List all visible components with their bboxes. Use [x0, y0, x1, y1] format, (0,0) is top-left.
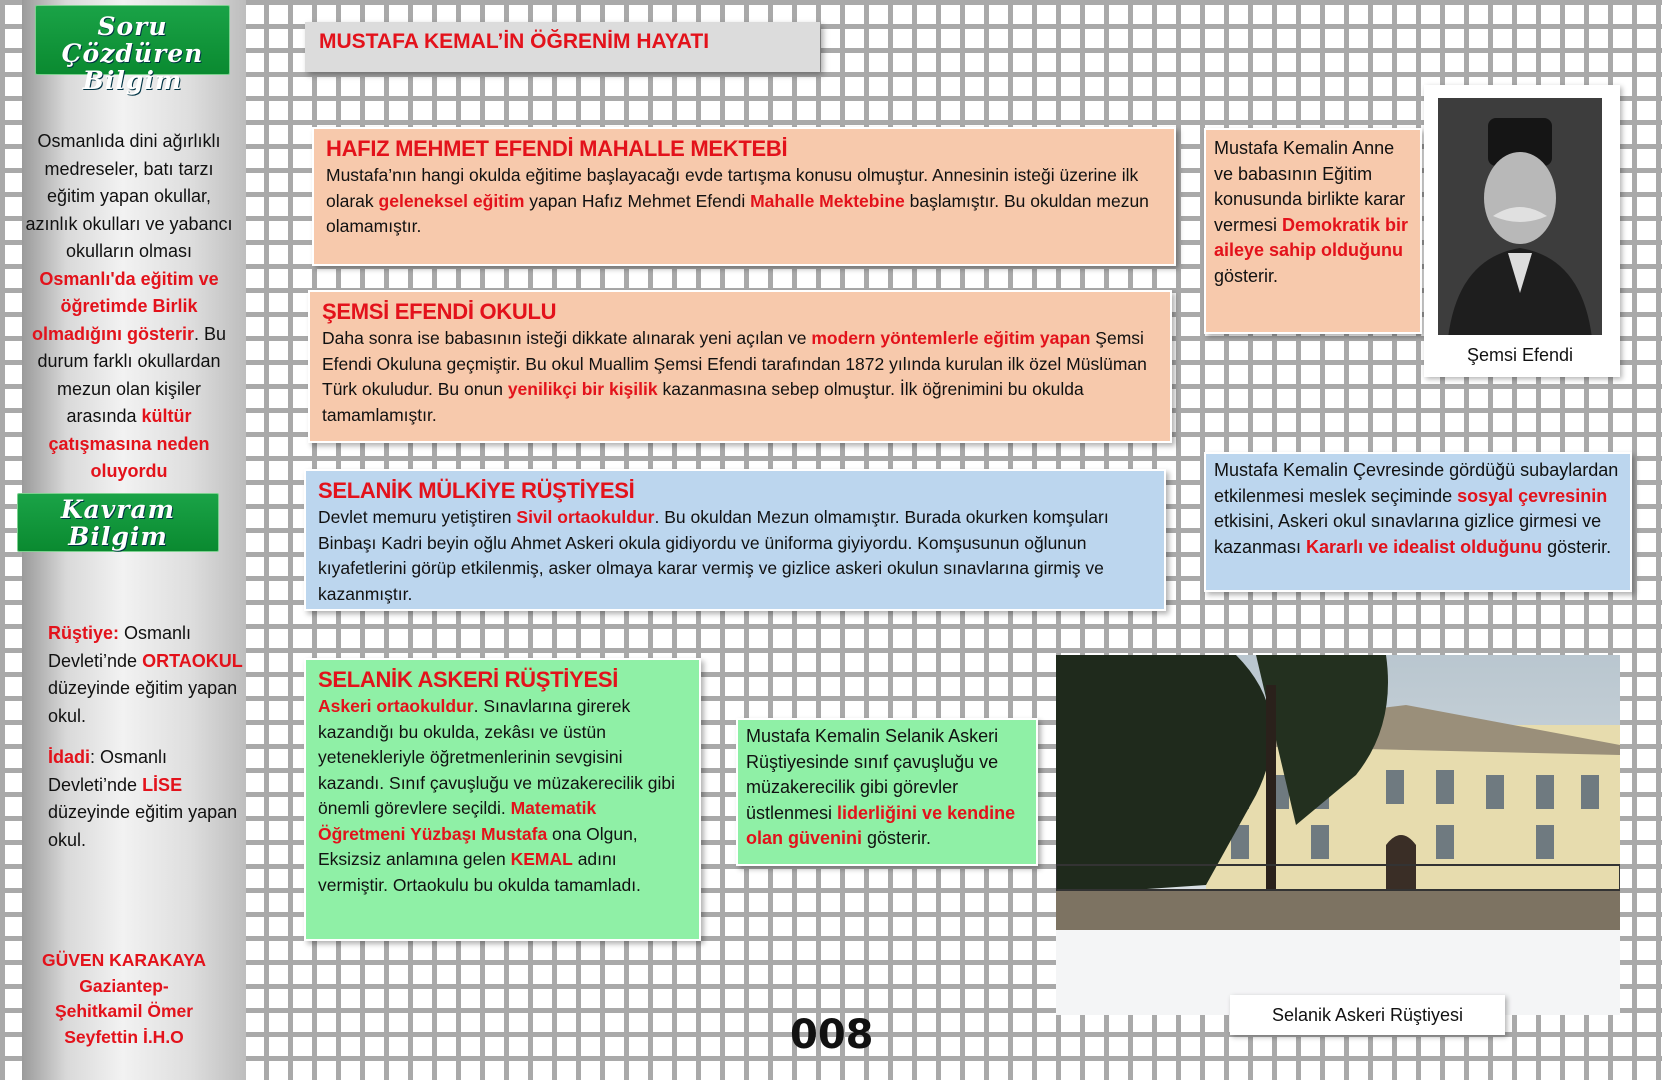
text-segment: Şemsi Efendi Okuluna geçmiştir. Bu okul Muallim Şemsi Efendi tarafından 1872 yılında kurulan ilk özel Müslüman Türk okuludur. Bu onun — [322, 328, 1147, 399]
author-school: Şehitkamil Ömer — [54, 1001, 194, 1021]
text-segment: etkisini, Askeri okul sınavlarına gizlice girmesi ve kazanması — [1214, 511, 1602, 557]
text-segment: Osmanlı Devleti’nde — [48, 623, 192, 671]
text-segment: adını vermiştir. Ortaokulu bu okulda tamamladı. — [318, 849, 641, 895]
portrait-image — [1438, 98, 1602, 338]
highlighted-text: KEMAL — [510, 849, 573, 869]
section-semsi-efendi — [308, 290, 1172, 443]
sidebar-intro — [20, 128, 238, 486]
section-heading: HAFIZ MEHMET EFENDİ MAHALLE MEKTEBİ — [326, 136, 788, 161]
text-segment: ona Olgun, Eksizsiz anlamına gelen — [318, 823, 638, 869]
section-body — [326, 163, 1162, 240]
text-segment: Daha sonra ise babasının isteği dikkate alınarak yeni açılan ve — [322, 328, 812, 348]
section-body — [322, 326, 1158, 428]
section-body — [318, 505, 1152, 607]
highlighted-text: Demokratik bir aileye sahip olduğunu — [1214, 214, 1409, 260]
building-caption: Selanik Askeri Rüştiyesi — [1230, 995, 1505, 1035]
highlighted-text: ORTAOKUL — [142, 650, 243, 671]
logo-line: Kavram — [60, 495, 176, 524]
note-body — [1214, 136, 1412, 289]
author-school: Seyfettin İ.H.O — [64, 1026, 184, 1047]
text-segment: kazanmasına sebep olmuştur. İlk öğrenimini bu okulda tamamlamıştır. — [322, 379, 1084, 425]
highlighted-text: Askeri ortaokuldur — [318, 696, 474, 716]
author-name: GÜVEN KARAKAYA — [41, 950, 207, 970]
definition-idadi — [48, 744, 248, 854]
highlighted-text: İdadi — [48, 747, 91, 767]
highlighted-text: Kararlı ve idealist olduğunu — [1306, 536, 1543, 557]
highlighted-text: kültür çatışmasına neden oluyordu — [48, 406, 210, 481]
text-segment: Mustafa Kemalin Anne ve babasının Eğitim konusunda birlikte karar vermesi — [1214, 138, 1406, 235]
definition-rustiye — [48, 620, 248, 730]
section-mulkiye-rustiyesi — [304, 469, 1166, 611]
section-heading: SELANİK ASKERİ RÜŞTİYESİ — [318, 667, 619, 692]
portrait-caption: Şemsi Efendi — [1438, 335, 1602, 377]
text-segment: Mustafa’nın hangi okulda eğitime başlayacağı evde tartışma konusu olmuştur. Annesinin isteği üzerine ilk olarak — [326, 165, 1139, 211]
section-askeri-rustiyesi — [304, 658, 701, 941]
section-heading: ŞEMSİ EFENDİ OKULU — [322, 299, 557, 324]
logo-soru-cozduren-bilgim — [35, 5, 230, 95]
highlighted-text: LİSE — [142, 774, 183, 795]
author-credit — [24, 948, 224, 1050]
text-segment: yapan Hafız Mehmet Efendi — [524, 190, 751, 211]
highlighted-text: yenilikçi bir kişilik — [507, 379, 658, 399]
highlighted-text: modern yöntemlerle eğitim yapan — [811, 328, 1091, 348]
section-mahalle-mektebi — [312, 127, 1176, 266]
highlighted-text: Rüştiye: — [48, 623, 120, 643]
logo-line: Soru Çözdüren — [61, 12, 204, 68]
section-body — [318, 694, 687, 898]
highlighted-text: sosyal çevresinin — [1457, 485, 1608, 506]
note-body — [746, 724, 1028, 852]
text-segment: düzeyinde eğitim yapan okul. — [48, 802, 238, 850]
text-segment: gösterir. — [862, 828, 932, 848]
note-democratic-family — [1204, 128, 1422, 334]
text-segment: . Bu okuldan Mezun olmamıştır. Burada okurken komşuları Binbaşı Kadri beyin oğlu Ahmet Askeri okula gidiyordu ve üniforma giyiyordu. Komşusunun oğlunun kıyafetlerini görüp etkilenmiş, asker olmaya karar vermiş ve gizlice askeri okulun sınavlarına girmiş ve kazanmıştır. — [318, 507, 1109, 604]
section-heading: SELANİK MÜLKİYE RÜŞTİYESİ — [318, 478, 635, 503]
text-segment: gösterir. — [1214, 265, 1279, 286]
text-segment: başlamıştır. Bu okuldan mezun olamamıştır. — [326, 190, 1149, 236]
building-photo — [1056, 655, 1620, 1015]
text-segment: Mustafa Kemalin Selanik Askeri Rüştiyesinde sınıf çavuşluğu ve müzakerecilik gibi görevler üstlenmesi — [746, 726, 999, 823]
highlighted-text: Mahalle Mektebine — [750, 190, 905, 211]
text-segment: Devlet memuru yetiştiren — [318, 507, 517, 527]
highlighted-text: Sivil ortaokuldur — [516, 507, 655, 527]
text-segment: Osmanlıda dini ağırlıklı medreseler, batı tarzı eğitim yapan okullar, azınlık okulları ve yabancı okulların olması — [25, 131, 233, 261]
logo-line: Bilgim — [68, 522, 168, 551]
page-title: MUSTAFA KEMAL’İN ÖĞRENİM HAYATI — [305, 22, 820, 72]
note-social-environment — [1204, 452, 1632, 592]
text-segment: gösterir. — [1542, 536, 1612, 557]
highlighted-text: geleneksel eğitim — [378, 190, 525, 211]
highlighted-text: liderliğini ve kendine olan güvenini — [746, 802, 1016, 848]
highlighted-text: Matematik Öğretmeni Yüzbaşı Mustafa — [318, 798, 597, 844]
text-segment: . Bu durum farklı okullardan mezun olan kişiler arasında — [37, 323, 227, 426]
note-body — [1214, 458, 1622, 560]
text-segment: . Sınavlarına girerek kazandığı bu okulda, zekâsı ve üstün yetenekleriyle öğretmenlerinin sevgisini kazandı. Sınıf çavuşluğu ve müzakerecilik gibi önemli görevlere seçildi. — [318, 696, 675, 818]
note-leadership — [736, 718, 1038, 866]
text-segment: : Osmanlı Devleti’nde — [48, 747, 168, 795]
author-school: Gaziantep- — [79, 975, 169, 996]
highlighted-text: Osmanlı'da eğitim ve öğretimde Birlik olmadığını gösterir — [31, 268, 219, 344]
logo-line: Bilgim — [82, 66, 183, 95]
text-segment: düzeyinde eğitim yapan okul. — [48, 678, 238, 726]
text-segment: Mustafa Kemalin Çevresinde gördüğü subaylardan etkilenmesi meslek seçiminde — [1214, 460, 1619, 506]
page-number: 008 — [790, 1012, 874, 1058]
portrait-frame — [1424, 85, 1620, 377]
logo-kavram-bilgim — [17, 493, 219, 552]
